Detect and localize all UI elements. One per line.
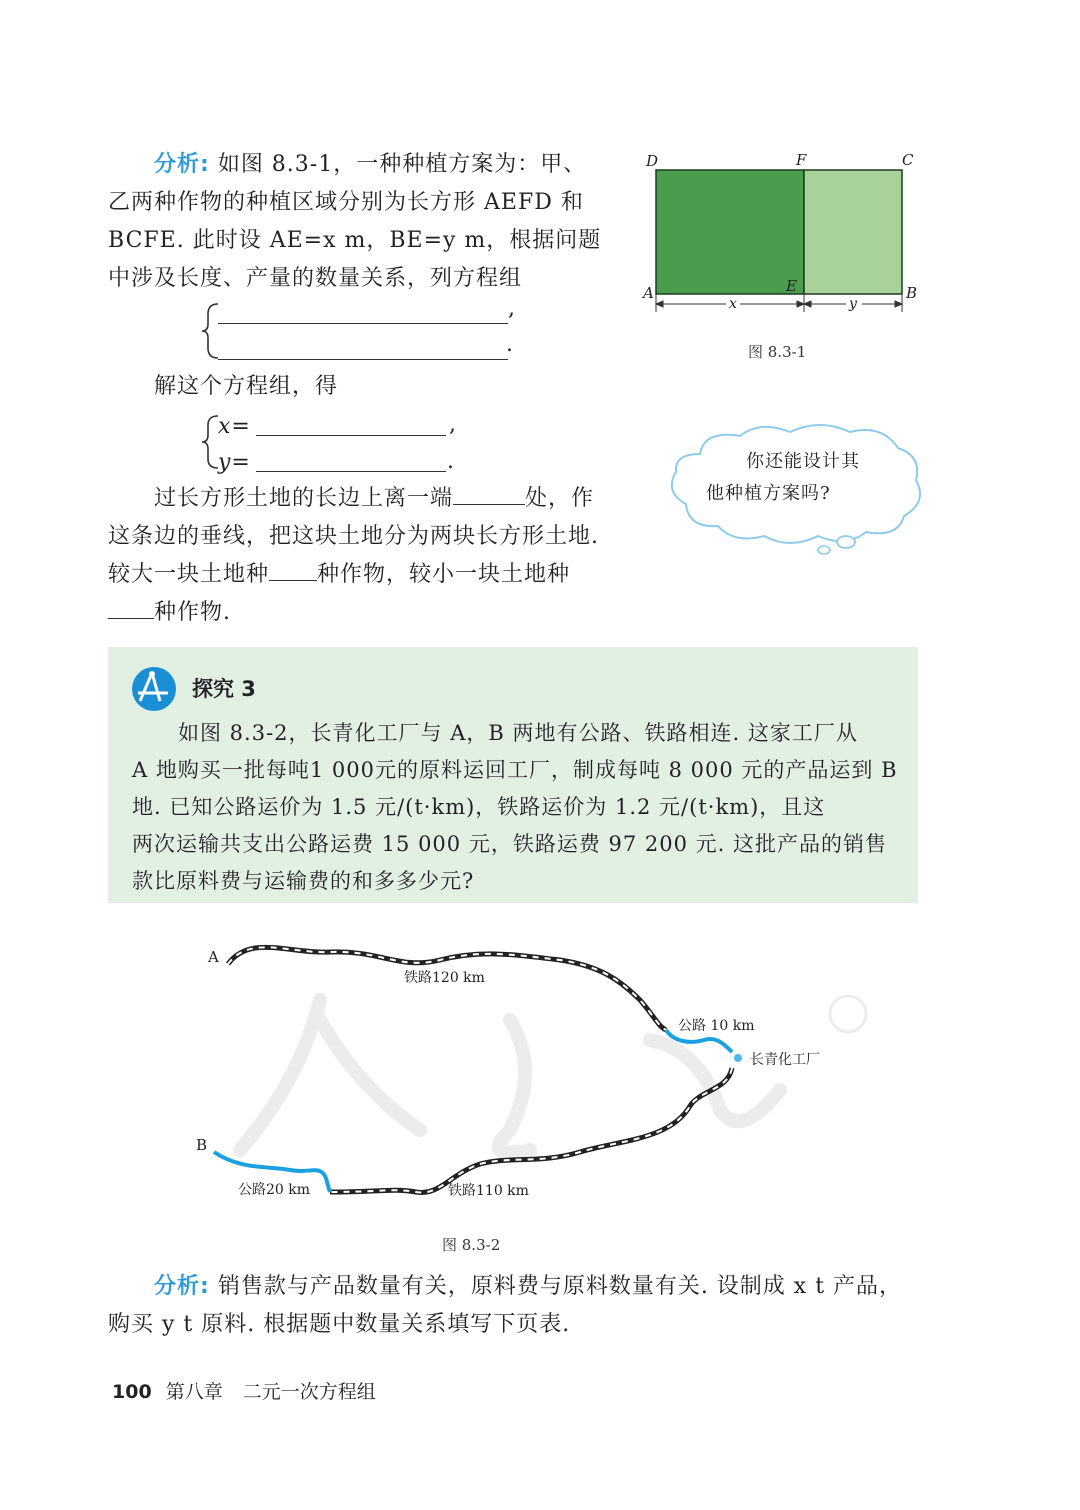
analysis-paragraph-1 xyxy=(108,146,628,298)
analysis-line-4: 中涉及长度、产量的数量关系，列方程组 xyxy=(108,266,523,291)
railway-a-path xyxy=(228,947,666,1030)
distance-blank[interactable] xyxy=(453,480,525,505)
analysis2-text-1: 销售款与产品数量有关，原料费与原料数量有关. 设制成 x t 产品， xyxy=(217,1274,903,1299)
solve-text: 解这个方程组，得 xyxy=(154,374,339,399)
bubble-text xyxy=(706,446,906,510)
larger-crop-blank[interactable] xyxy=(269,556,317,581)
explore-line-1: 如图 8.3-2，长青化工厂与 A，B 两地有公路、铁路相连. 这家工厂从 xyxy=(178,721,858,745)
y-blank[interactable] xyxy=(256,447,446,472)
paragraph-division xyxy=(108,480,628,632)
explore-line-3: 地. 已知公路运价为 1.5 元/(t·km)，铁路运价为 1.2 元/(t·km)，且这 xyxy=(132,795,826,819)
y-equals: y= xyxy=(218,450,251,475)
road-a-label: 公路 10 km xyxy=(678,1018,755,1034)
label-d: D xyxy=(646,152,659,170)
equation-period: . xyxy=(506,332,514,357)
analysis-text-1: 如图 8.3-1，一种种植方案为：甲、 xyxy=(217,152,587,177)
bubble-line-2: 他种植方案吗? xyxy=(706,483,831,504)
x-equals: x= xyxy=(218,414,251,439)
point-b-label: B xyxy=(196,1136,208,1154)
analysis-label: 分析: xyxy=(154,152,210,177)
division-line-1 xyxy=(108,480,628,518)
figure-8-3-1 xyxy=(640,146,930,376)
point-a-label: A xyxy=(208,948,219,966)
equation-blank-1[interactable] xyxy=(218,297,508,324)
label-x: x xyxy=(729,296,737,312)
figure2-caption: 图 8.3-2 xyxy=(442,1236,501,1254)
analysis-line-1 xyxy=(108,146,628,184)
x-comma: , xyxy=(449,412,457,437)
label-e: E xyxy=(786,277,797,295)
division-text-d: 种作物，较小一块土地种 xyxy=(317,562,571,587)
page-footer xyxy=(112,1377,376,1404)
chapter-title: 二元一次方程组 xyxy=(242,1381,376,1403)
rail-b-label: 铁路110 km xyxy=(448,1183,529,1199)
page-number: 100 xyxy=(112,1381,152,1403)
division-text-b: 处，作 xyxy=(525,486,595,511)
watermark xyxy=(240,996,866,1153)
label-a: A xyxy=(643,284,654,302)
rect-aefd xyxy=(656,170,804,294)
analysis-line-3: BCFE. 此时设 AE=x m，BE=y m，根据问题 xyxy=(108,228,602,253)
factory-dot xyxy=(734,1054,742,1062)
analysis2-label: 分析: xyxy=(154,1274,210,1299)
explore-text xyxy=(132,715,912,900)
chapter-label: 第八章 xyxy=(165,1381,223,1403)
x-blank[interactable] xyxy=(256,411,446,436)
label-b: B xyxy=(906,284,918,302)
explore-title: 探究 3 xyxy=(192,677,256,701)
equation-comma: , xyxy=(508,296,516,321)
figure-8-3-2 xyxy=(180,930,900,1220)
road-b-label: 公路20 km xyxy=(238,1182,311,1198)
compass-icon xyxy=(130,665,182,713)
division-text-c: 较大一块土地种 xyxy=(108,562,270,587)
division-line-4 xyxy=(108,594,628,632)
figure1-caption: 图 8.3-1 xyxy=(748,343,807,361)
analysis-paragraph-2 xyxy=(108,1268,928,1344)
division-text-a: 过长方形土地的长边上离一端 xyxy=(154,486,454,511)
bubble-line-1: 你还能设计其 xyxy=(746,451,860,472)
rect-bcfe xyxy=(804,170,902,294)
label-c: C xyxy=(902,151,914,169)
explore-line-2: A 地购买一批每吨1 000元的原料运回工厂，制成每吨 8 000 元的产品运到 B xyxy=(132,758,898,782)
analysis2-line-2: 购买 y t 原料. 根据题中数量关系填写下页表. xyxy=(108,1312,571,1337)
explore-box xyxy=(108,647,918,903)
factory-label: 长青化工厂 xyxy=(750,1052,820,1068)
label-f: F xyxy=(796,151,807,169)
explore-line-5: 款比原料费与运输费的和多多少元? xyxy=(132,869,475,893)
label-y: y xyxy=(849,296,857,312)
division-text-e: 种作物. xyxy=(154,600,231,625)
division-line-3 xyxy=(108,556,628,594)
rail-a-label: 铁路120 km xyxy=(404,970,485,986)
equation-blank-2[interactable] xyxy=(218,333,508,360)
explore-line-4: 两次运输共支出公路运费 15 000 元，铁路运费 97 200 元. 这批产品的销售 xyxy=(132,832,888,856)
division-line-2: 这条边的垂线，把这块土地分为两块长方形土地. xyxy=(108,524,599,549)
smaller-crop-blank[interactable] xyxy=(108,594,154,619)
analysis2-line-1 xyxy=(108,1268,928,1306)
analysis-line-2: 乙两种作物的种植区域分别为长方形 AEFD 和 xyxy=(108,190,584,215)
y-period: . xyxy=(447,449,455,474)
